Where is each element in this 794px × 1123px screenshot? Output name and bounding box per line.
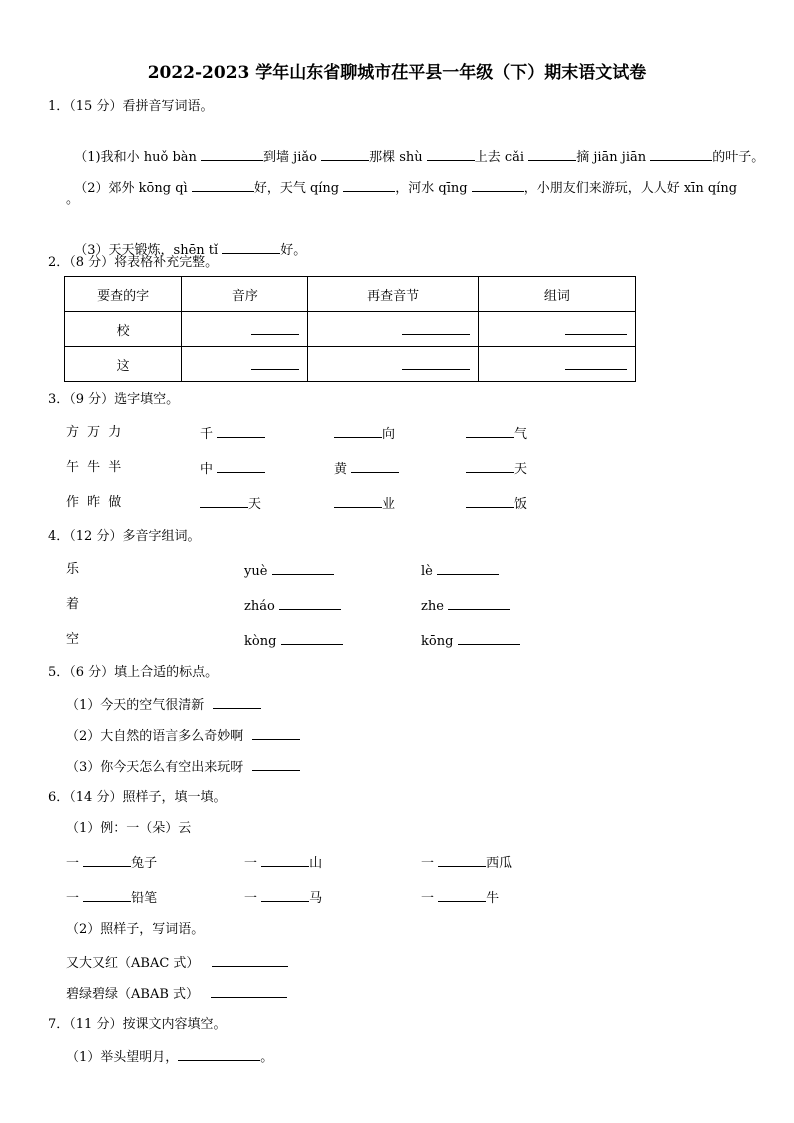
q4-item: kōng xyxy=(421,631,520,651)
q3-item: 黄 xyxy=(334,459,399,479)
q7-item: （1）举头望明月， 。 xyxy=(66,1047,273,1067)
q5-item: （3）你今天怎么有空出来玩呀 xyxy=(66,757,300,777)
q3-item: 中 xyxy=(200,459,265,479)
answer-blank[interactable] xyxy=(272,561,334,575)
q6-sub2: （2）照样子，写词语。 xyxy=(66,922,205,937)
answer-blank[interactable] xyxy=(351,459,399,473)
answer-blank[interactable] xyxy=(334,424,382,438)
table-header: 组词 xyxy=(478,277,635,312)
q3-item: 千 xyxy=(200,424,265,444)
q3-item: 向 xyxy=(334,424,395,444)
answer-blank[interactable] xyxy=(279,596,341,610)
answer-blank[interactable] xyxy=(437,561,499,575)
q1-sentence-1: （1)我和小 huǒ bàn 到墙 jiǎo 那棵 shù 上去 cǎi 摘 jiān jiān 的叶子。 xyxy=(66,129,764,167)
dictionary-table xyxy=(64,276,636,382)
q5-item: （2）大自然的语言多么奇妙啊 xyxy=(66,726,300,746)
answer-blank[interactable] xyxy=(448,596,510,610)
q3-group: 午 牛 半 xyxy=(66,460,124,475)
table-header: 音序 xyxy=(182,277,308,312)
q7-heading: 7．（11 分）按课文内容填空。 xyxy=(48,1017,227,1032)
q3-item: 气 xyxy=(466,424,527,444)
q4-item: kòng xyxy=(244,631,343,651)
table-header: 再查音节 xyxy=(308,277,478,312)
q6-item: 一 山 xyxy=(244,853,322,873)
answer-blank[interactable] xyxy=(472,178,524,192)
q3-item: 业 xyxy=(334,494,395,514)
answer-blank[interactable] xyxy=(213,695,261,709)
q3-item: 天 xyxy=(466,459,527,479)
q1-sentence-3: （3）天天锻炼，shēn tǐ 好。 xyxy=(66,222,306,260)
q1-heading: 1．（15 分）看拼音写词语。 xyxy=(48,99,214,114)
q5-item: （1）今天的空气很清新 xyxy=(66,695,261,715)
q3-item: 天 xyxy=(200,494,261,514)
q6-item: 一 西瓜 xyxy=(421,853,512,873)
q1-sentence-2-end: 。 xyxy=(66,192,80,207)
answer-blank[interactable] xyxy=(83,853,131,867)
q2-heading: 2．（8 分）将表格补充完整。 xyxy=(48,255,219,270)
page-title: 2022-2023 学年山东省聊城市茌平县一年级（下）期末语文试卷 xyxy=(147,63,647,83)
q4-char: 着 xyxy=(66,597,80,612)
q6-pattern-abac: 又大又红（ABAC 式） xyxy=(66,953,288,973)
q6-item: 一 兔子 xyxy=(66,853,157,873)
table-cell-blank[interactable] xyxy=(308,312,478,347)
answer-blank[interactable] xyxy=(466,459,514,473)
answer-blank[interactable] xyxy=(212,953,288,967)
answer-blank[interactable] xyxy=(217,459,265,473)
answer-blank[interactable] xyxy=(334,494,382,508)
answer-blank[interactable] xyxy=(466,424,514,438)
q4-item: yuè xyxy=(244,561,334,581)
answer-blank[interactable] xyxy=(427,147,475,161)
q5-heading: 5．（6 分）填上合适的标点。 xyxy=(48,665,219,680)
answer-blank[interactable] xyxy=(343,178,395,192)
q4-char: 乐 xyxy=(66,562,80,577)
q6-item: 一 马 xyxy=(244,888,322,908)
answer-blank[interactable] xyxy=(217,424,265,438)
answer-blank[interactable] xyxy=(83,888,131,902)
answer-blank[interactable] xyxy=(261,853,309,867)
answer-blank[interactable] xyxy=(528,147,576,161)
answer-blank[interactable] xyxy=(178,1047,260,1061)
answer-blank[interactable] xyxy=(201,147,263,161)
q4-item: zháo xyxy=(244,596,341,616)
answer-blank[interactable] xyxy=(192,178,254,192)
q6-item: 一 铅笔 xyxy=(66,888,157,908)
table-row xyxy=(65,347,636,382)
q3-item: 饭 xyxy=(466,494,527,514)
answer-blank[interactable] xyxy=(458,631,520,645)
table-cell-blank[interactable] xyxy=(182,347,308,382)
q3-group: 方 万 力 xyxy=(66,425,124,440)
q6-heading: 6．（14 分）照样子，填一填。 xyxy=(48,790,227,805)
answer-blank[interactable] xyxy=(211,984,287,998)
answer-blank[interactable] xyxy=(321,147,369,161)
q3-heading: 3．（9 分）选字填空。 xyxy=(48,392,180,407)
answer-blank[interactable] xyxy=(438,888,486,902)
answer-blank[interactable] xyxy=(200,494,248,508)
answer-blank[interactable] xyxy=(222,240,280,254)
answer-blank[interactable] xyxy=(438,853,486,867)
answer-blank[interactable] xyxy=(650,147,712,161)
table-header: 要查的字 xyxy=(65,277,182,312)
table-cell-blank[interactable] xyxy=(478,312,635,347)
answer-blank[interactable] xyxy=(261,888,309,902)
answer-blank[interactable] xyxy=(466,494,514,508)
table-row xyxy=(65,312,636,347)
q4-item: lè xyxy=(421,561,499,581)
q1-sentence-2: （2）郊外 kōng qì 好，天气 qíng ，河水 qīng ，小朋友们来游玩，人人好 xīn qíng xyxy=(66,160,737,198)
table-cell-blank[interactable] xyxy=(478,347,635,382)
q6-example: （1）例：一（朵）云 xyxy=(66,821,192,836)
q6-item: 一 牛 xyxy=(421,888,499,908)
table-cell-blank[interactable] xyxy=(308,347,478,382)
table-cell-char: 这 xyxy=(65,347,182,382)
answer-blank[interactable] xyxy=(252,726,300,740)
table-cell-blank[interactable] xyxy=(182,312,308,347)
table-header-row xyxy=(65,277,636,312)
answer-blank[interactable] xyxy=(252,757,300,771)
q4-heading: 4．（12 分）多音字组词。 xyxy=(48,529,201,544)
table-cell-char: 校 xyxy=(65,312,182,347)
q6-pattern-abab: 碧绿碧绿（ABAB 式） xyxy=(66,984,287,1004)
q4-char: 空 xyxy=(66,632,80,647)
answer-blank[interactable] xyxy=(281,631,343,645)
q3-group: 作 昨 做 xyxy=(66,495,124,510)
q4-item: zhe xyxy=(421,596,510,616)
